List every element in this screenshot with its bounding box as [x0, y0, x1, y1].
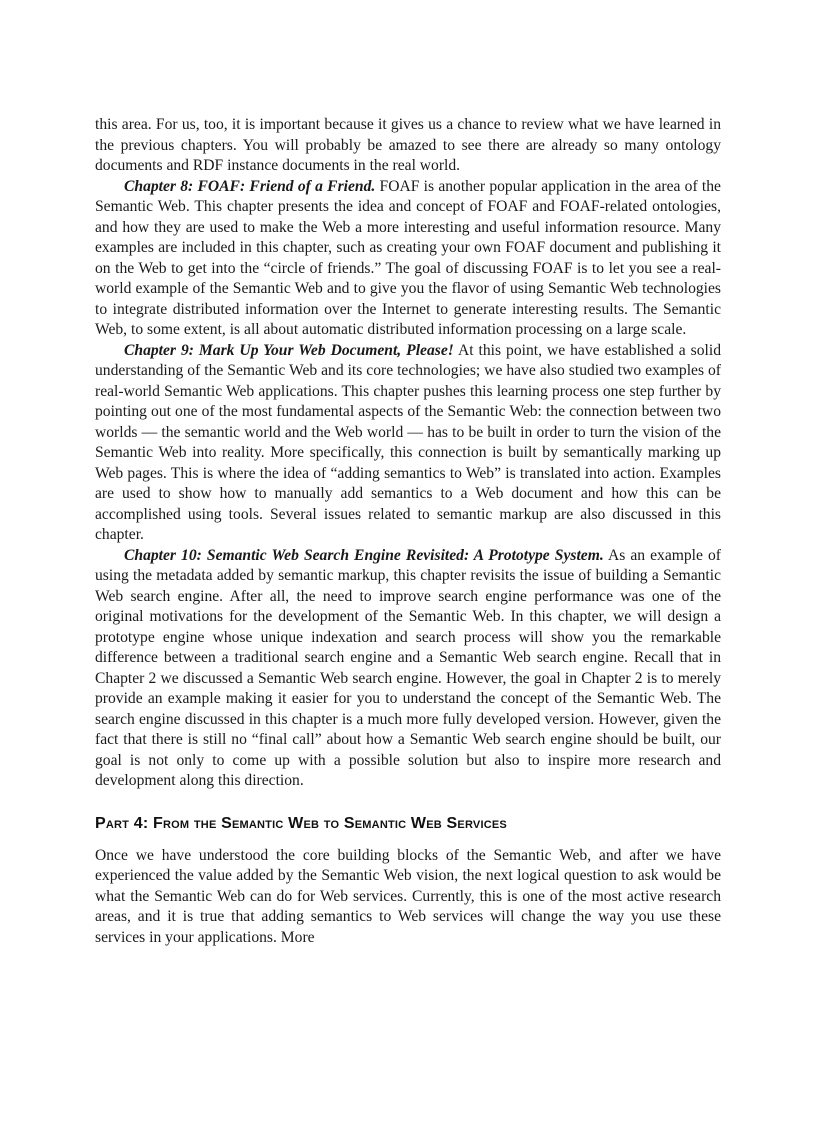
- page-body: [95, 115, 721, 948]
- chapter-9-title: Chapter 9: Mark Up Your Web Document, Please!: [124, 341, 454, 359]
- continuation-paragraph: this area. For us, too, it is important because it gives us a chance to review what we have learned in the previous chapters. You will probably be amazed to see there are already so many ontology documents and RDF instance documents in the real world.: [95, 116, 721, 174]
- chapter-8-paragraph: [95, 177, 721, 341]
- chapter-9-paragraph: [95, 341, 721, 546]
- chapter-10-title: Chapter 10: Semantic Web Search Engine Revisited: A Prototype System.: [124, 546, 604, 564]
- part-4-heading: Part 4: From the Semantic Web to Semantic Web Services: [95, 814, 507, 832]
- chapter-8-title: Chapter 8: FOAF: Friend of a Friend.: [124, 177, 376, 195]
- chapter-10-paragraph: [95, 546, 721, 792]
- chapter-10-body: As an example of using the metadata added by semantic markup, this chapter revisits the issue of building a Semantic Web search engine. After all, the need to improve search engine performance was one of the original motivations for the development of the Semantic Web. In this chapter, we will design a prototype engine whose unique indexation and search process will show you the remarkable difference between a traditional search engine and a Semantic Web search engine. Recall that in Chapter 2 we discussed a Semantic Web search engine. However, the goal in Chapter 2 is to merely provide an example making it easier for you to understand the concept of the Semantic Web. The search engine discussed in this chapter is a much more fully developed version. However, given the fact that there is still no “final call” about how a Semantic Web search engine should be built, our goal is not only to come up with a possible solution but also to inspire more research and development along this direction.: [95, 546, 721, 789]
- chapter-8-body: FOAF is another popular application in the area of the Semantic Web. This chapter presents the idea and concept of FOAF and FOAF-related ontologies, and how they are used to make the Web a more interesting and useful information resource. Many examples are included in this chapter, such as creating your own FOAF document and publishing it on the Web to get into the “circle of friends.” The goal of discussing FOAF is to let you see a real-world example of the Semantic Web and to give you the flavor of using Semantic Web technologies to integrate distributed information over the Internet to generate interesting results. The Semantic Web, to some extent, is all about automatic distributed information processing on a large scale.: [95, 177, 721, 338]
- part-4-intro: Once we have understood the core building blocks of the Semantic Web, and after we have experienced the value added by the Semantic Web vision, the next logical question to ask would be what the Semantic Web can do for Web services. Currently, this is one of the most active research areas, and it is true that adding semantics to Web services will change the way you use these services in your applications. More: [95, 846, 721, 946]
- chapter-9-body: At this point, we have established a solid understanding of the Semantic Web and its core technologies; we have also studied two examples of real-world Semantic Web applications. This chapter pushes this learning process one step further by pointing out one of the most fundamental aspects of the Semantic Web: the connection between two worlds — the semantic world and the Web world — has to be built in order to turn the vision of the Semantic Web into reality. More specifically, this connection is built by semantically marking up Web pages. This is where the idea of “adding semantics to Web” is translated into action. Examples are used to show how to manually add semantics to a Web document and how this can be accomplished using tools. Several issues related to semantic markup are also discussed in this chapter.: [95, 341, 722, 543]
